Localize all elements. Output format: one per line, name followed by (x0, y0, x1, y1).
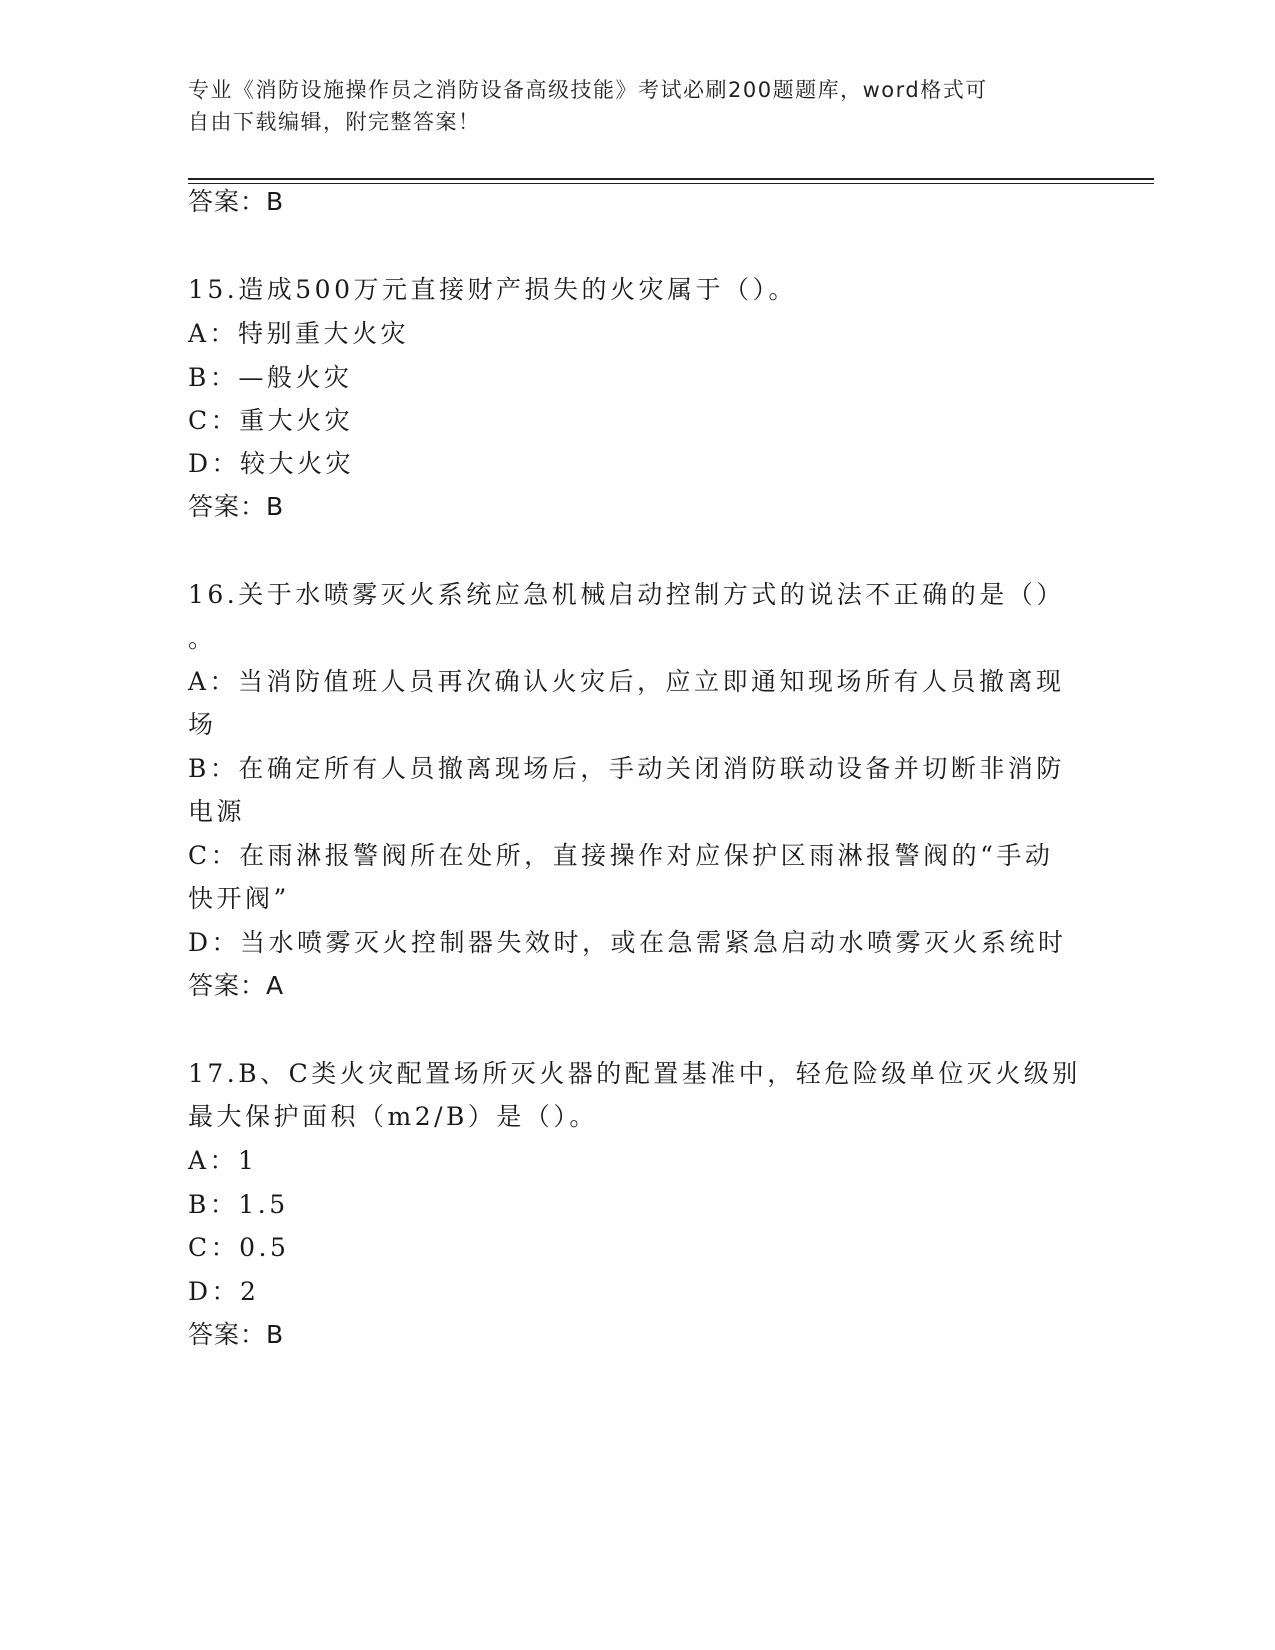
q16-stem-line-2: 。 (188, 624, 217, 653)
q15-option-d: D：较大火灾 (188, 449, 355, 478)
q16-option-a-line-1: A：当消防值班人员再次确认火灾后，应立即通知现场所有人员撤离现 (188, 667, 1065, 696)
q16-answer: 答案：A (188, 971, 285, 1000)
q17-option-a: A：1 (188, 1146, 258, 1175)
previous-answer: 答案：B (188, 187, 285, 216)
q16-option-c-line-1: C：在雨淋报警阀所在处所，直接操作对应保护区雨淋报警阀的“手动 (188, 841, 1054, 870)
q17-option-c: C：0.5 (188, 1233, 290, 1262)
page-header (188, 74, 1068, 138)
header-line-1: 专业《消防设施操作员之消防设备高级技能》考试必刷200题题库，word格式可 (188, 78, 988, 102)
q15-stem: 15.造成500万元直接财产损失的火灾属于（）。 (188, 275, 797, 304)
q16-option-d: D：当水喷雾灭火控制器失效时，或在急需紧急启动水喷雾灭火系统时 (188, 928, 1067, 957)
q17-option-b: B：1.5 (188, 1190, 289, 1219)
q15-option-b: B：—般火灾 (188, 363, 353, 392)
q17-option-d: D：2 (188, 1277, 260, 1306)
q15-option-a: A：特别重大火灾 (188, 319, 410, 348)
header-divider (188, 178, 1154, 184)
q16-option-b-line-1: B：在确定所有人员撤离现场后，手动关闭消防联动设备并切断非消防 (188, 754, 1065, 783)
header-line-2: 自由下载编辑，附完整答案！ (188, 110, 481, 134)
q17-answer: 答案：B (188, 1320, 285, 1349)
q16-option-a-line-2: 场 (188, 710, 217, 739)
q17-stem-line-2: 最大保护面积（m2/B）是（）。 (188, 1102, 598, 1131)
q15-answer: 答案：B (188, 492, 285, 521)
q17-stem-line-1: 17.B、C类火灾配置场所灭火器的配置基准中，轻危险级单位灭火级别 (188, 1059, 1081, 1088)
q16-option-c-line-2: 快开阀” (188, 884, 290, 913)
q16-option-b-line-2: 电源 (188, 797, 246, 826)
q15-option-c: C：重大火灾 (188, 406, 354, 435)
q16-stem-line-1: 16.关于水喷雾灭火系统应急机械启动控制方式的说法不正确的是（） (188, 580, 1065, 609)
